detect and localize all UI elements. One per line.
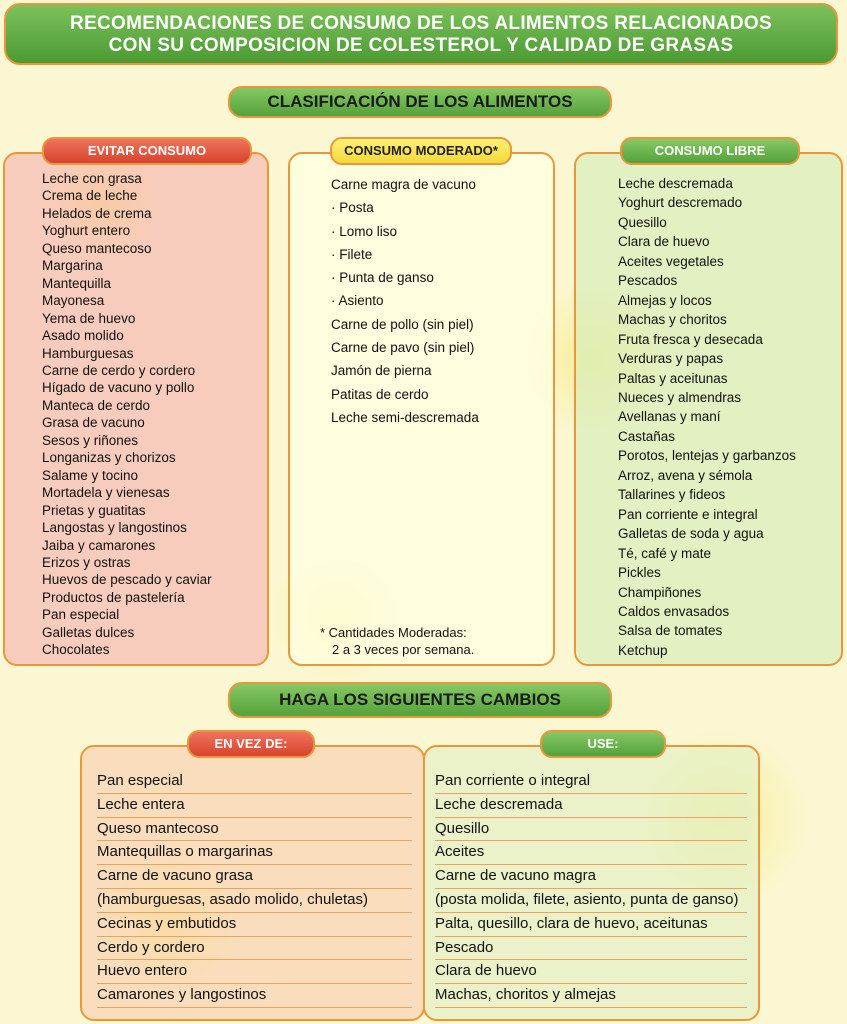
libre-item: Verduras y papas — [618, 351, 724, 367]
evitar-item: Helados de crema — [42, 205, 152, 221]
moderado-footnote — [320, 624, 474, 658]
use-item: Pescado — [435, 937, 747, 961]
use-item: Machas, choritos y almejas — [435, 984, 747, 1008]
main-title-line-2: CON SU COMPOSICION DE COLESTEROL Y CALIDAD DE GRASAS — [108, 35, 734, 56]
moderado-item: · Asiento — [331, 293, 384, 309]
evitar-item: Leche con grasa — [42, 171, 142, 186]
use-item: Clara de huevo — [435, 960, 747, 984]
libre-item: Tallarines y fideos — [618, 487, 726, 503]
libre-item: Pan corriente e integral — [618, 506, 758, 522]
use-item: Leche descremada — [435, 794, 747, 818]
evitar-item: Sesos y riñones — [42, 432, 139, 448]
en-vez-de-item: Mantequillas o margarinas — [97, 841, 412, 865]
libre-item: Aceites vegetales — [618, 253, 724, 269]
classification-title: CLASIFICACIÓN DE LOS ALIMENTOS — [228, 86, 612, 118]
libre-item: Castañas — [618, 428, 676, 444]
moderado-item: Carne de pavo (sin piel) — [331, 340, 475, 356]
en-vez-de-item: Cecinas y embutidos — [97, 913, 412, 937]
moderado-item: Jamón de pierna — [331, 363, 432, 379]
moderado-item: · Posta — [331, 200, 374, 216]
libre-item: Almejas y locos — [618, 292, 712, 308]
evitar-item: Pan especial — [42, 607, 120, 623]
main-title-banner — [4, 3, 838, 65]
libre-item: Machas y choritos — [618, 312, 727, 328]
moderado-item: · Filete — [331, 246, 373, 262]
evitar-consumo-tag: EVITAR CONSUMO — [42, 137, 252, 165]
consumo-moderado-list — [331, 173, 479, 429]
libre-item: Yoghurt descremado — [618, 195, 743, 211]
evitar-item: Mayonesa — [42, 293, 105, 309]
moderado-item: Carne de pollo (sin piel) — [331, 316, 474, 332]
evitar-item: Prietas y guatitas — [42, 502, 146, 518]
libre-item: Fruta fresca y desecada — [618, 331, 763, 347]
en-vez-de-item: Carne de vacuno grasa — [97, 865, 412, 889]
consumo-moderado-tag: CONSUMO MODERADO* — [330, 137, 512, 165]
use-item: Quesillo — [435, 818, 747, 842]
en-vez-de-list — [97, 770, 412, 1008]
moderado-footnote-line-1: * Cantidades Moderadas: — [320, 625, 467, 640]
evitar-item: Erizos y ostras — [42, 554, 131, 570]
evitar-item: Carne de cerdo y cordero — [42, 362, 196, 378]
moderado-item: Carne magra de vacuno — [331, 177, 476, 192]
main-title-line-1: RECOMENDACIONES DE CONSUMO DE LOS ALIMENTOS RELACIONADOS — [70, 13, 772, 34]
en-vez-de-tag: EN VEZ DE: — [187, 730, 315, 758]
libre-item: Clara de huevo — [618, 234, 710, 250]
changes-title: HAGA LOS SIGUIENTES CAMBIOS — [228, 682, 612, 718]
libre-item: Paltas y aceitunas — [618, 370, 728, 386]
use-list — [435, 770, 747, 1008]
evitar-item: Yoghurt entero — [42, 223, 131, 239]
evitar-item: Galletas dulces — [42, 624, 135, 640]
evitar-item: Productos de pastelería — [42, 589, 185, 605]
libre-item: Galletas de soda y agua — [618, 526, 764, 542]
libre-item: Arroz, avena y sémola — [618, 467, 753, 483]
en-vez-de-item: Camarones y langostinos — [97, 984, 412, 1008]
evitar-item: Yema de huevo — [42, 310, 136, 326]
evitar-consumo-list — [42, 170, 212, 659]
evitar-item: Chocolates — [42, 642, 110, 658]
en-vez-de-item: Cerdo y cordero — [97, 937, 412, 961]
libre-item: Porotos, lentejas y garbanzos — [618, 448, 796, 464]
libre-item: Champiñones — [618, 584, 702, 600]
libre-item: Pescados — [618, 273, 678, 289]
en-vez-de-item: (hamburguesas, asado molido, chuletas) — [97, 889, 412, 913]
libre-item: Avellanas y maní — [618, 409, 721, 425]
en-vez-de-item: Leche entera — [97, 794, 412, 818]
evitar-item: Queso mantecoso — [42, 240, 152, 256]
evitar-item: Salame y tocino — [42, 467, 139, 483]
consumo-libre-list — [618, 174, 796, 660]
libre-item: Ketchup — [618, 642, 668, 658]
evitar-item: Asado molido — [42, 328, 124, 344]
use-item: Pan corriente o integral — [435, 770, 747, 794]
libre-item: Pickles — [618, 565, 661, 581]
evitar-item: Crema de leche — [42, 188, 138, 204]
use-tag: USE: — [540, 730, 666, 758]
evitar-item: Mortadela y vienesas — [42, 485, 170, 501]
moderado-item: Patitas de cerdo — [331, 386, 429, 402]
use-item: Carne de vacuno magra — [435, 865, 747, 889]
use-item: Palta, quesillo, clara de huevo, aceitunas — [435, 913, 747, 937]
evitar-item: Longanizas y chorizos — [42, 450, 176, 466]
consumo-libre-tag: CONSUMO LIBRE — [620, 137, 800, 165]
evitar-item: Manteca de cerdo — [42, 397, 151, 413]
evitar-item: Grasa de vacuno — [42, 415, 145, 431]
libre-item: Caldos envasados — [618, 603, 730, 619]
use-item: Aceites — [435, 841, 747, 865]
use-item: (posta molida, filete, asiento, punta de ganso) — [435, 889, 747, 913]
libre-item: Té, café y mate — [618, 545, 712, 561]
moderado-footnote-line-2: 2 a 3 veces por semana. — [332, 642, 475, 657]
evitar-item: Langostas y langostinos — [42, 520, 187, 536]
libre-item: Nueces y almendras — [618, 389, 742, 405]
evitar-item: Mantequilla — [42, 275, 112, 291]
libre-item: Leche descremada — [618, 176, 733, 191]
moderado-item: · Punta de ganso — [331, 270, 434, 286]
en-vez-de-item: Pan especial — [97, 770, 412, 794]
en-vez-de-item: Queso mantecoso — [97, 818, 412, 842]
evitar-item: Hamburguesas — [42, 345, 134, 361]
evitar-item: Hígado de vacuno y pollo — [42, 380, 195, 396]
evitar-item: Huevos de pescado y caviar — [42, 572, 212, 588]
evitar-item: Margarina — [42, 258, 103, 274]
libre-item: Quesillo — [618, 214, 667, 230]
evitar-item: Jaiba y camarones — [42, 537, 156, 553]
libre-item: Salsa de tomates — [618, 623, 723, 639]
en-vez-de-item: Huevo entero — [97, 960, 412, 984]
moderado-item: Leche semi-descremada — [331, 409, 479, 425]
moderado-item: · Lomo liso — [331, 223, 398, 239]
